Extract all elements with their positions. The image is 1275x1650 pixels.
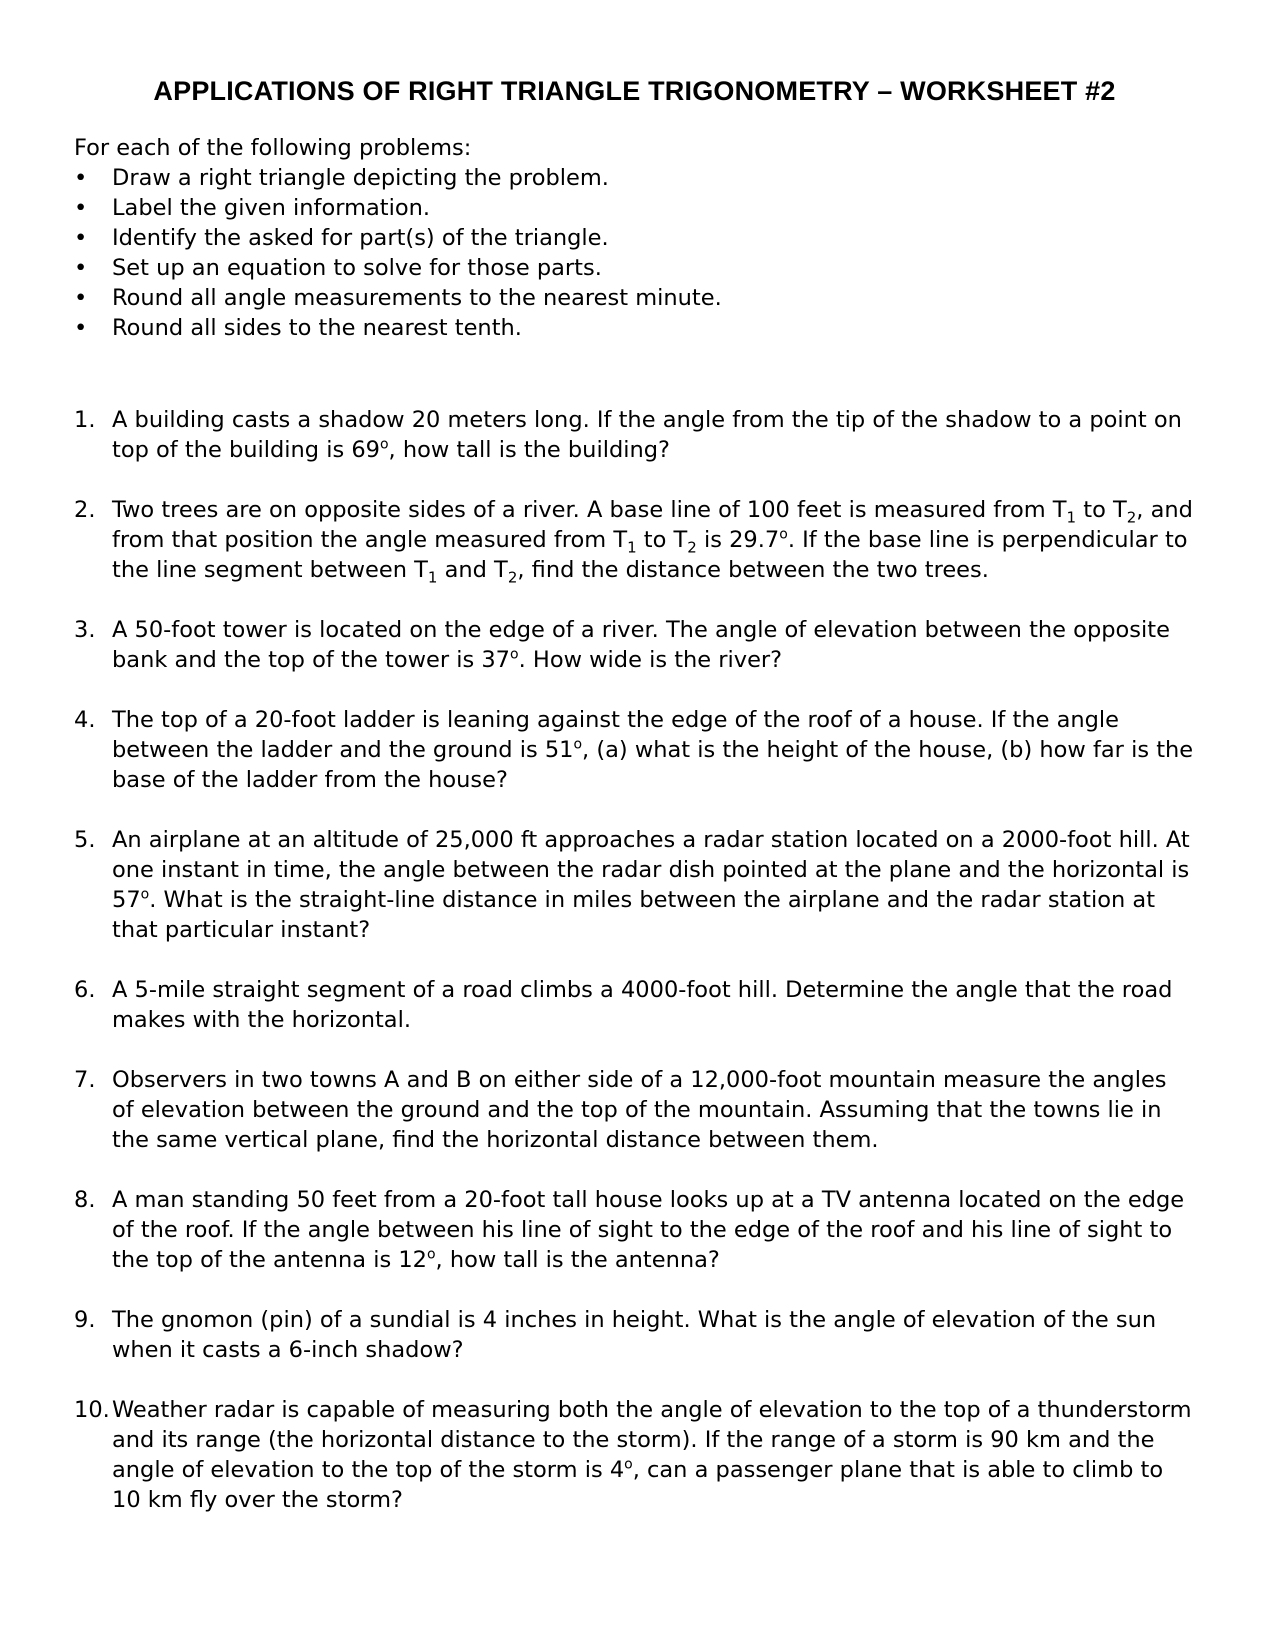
problem-text-part: An airplane at an altitude of 25,000 ft approaches a radar station located on a 2000-foot hill. At one instant in time, the angle between the radar dish pointed at the plane and the horizontal is 57: [112, 827, 1190, 913]
problem-text: Observers in two towns A and B on either side of a 12,000-foot mountain measure the angles of elevation between the ground and the top of the mountain. Assuming that the towns lie in the same vertical plane, find the horizontal distance between them.: [112, 1067, 1167, 1153]
subscript: 1: [1066, 508, 1077, 527]
problem-text-part: . What is the straight-line distance in miles between the airplane and the radar station at that particular instant?: [112, 887, 1156, 943]
degree-symbol: o: [379, 436, 389, 453]
subscript: 1: [627, 538, 637, 557]
instruction-item: [74, 193, 1195, 223]
problem-text-part: . How wide is the river?: [518, 647, 783, 673]
problem-text-part: , and from that position the angle measured from T: [112, 497, 1193, 553]
problem-number: 8.: [74, 1187, 96, 1213]
problem-number: 2.: [74, 497, 96, 523]
bullet-icon: •: [74, 165, 88, 191]
problem-text: [112, 1187, 1184, 1273]
problem-text-part: , how tall is the building?: [388, 437, 670, 463]
problem-number: 7.: [74, 1067, 96, 1093]
problem-text: [112, 827, 1190, 943]
problem-text: [112, 1397, 1192, 1513]
problem-text-part: is 29.7: [696, 527, 780, 553]
instruction-text: Round all sides to the nearest tenth.: [112, 315, 522, 341]
problem-10: [74, 1395, 1195, 1515]
problem-text-part: Two trees are on opposite sides of a river. A base line of 100 feet is measured from T: [112, 497, 1067, 523]
problem-text-part: to T: [1076, 497, 1127, 523]
degree-symbol: o: [426, 1246, 436, 1263]
problem-number: 4.: [74, 707, 96, 733]
instruction-item: [74, 283, 1195, 313]
bullet-icon: •: [74, 285, 88, 311]
instruction-item: [74, 313, 1195, 343]
worksheet-title: APPLICATIONS OF RIGHT TRIANGLE TRIGONOMETRY – WORKSHEET #2: [153, 76, 1116, 106]
problem-8: [74, 1185, 1195, 1275]
problem-text: [112, 617, 1170, 673]
problem-number: 1.: [74, 407, 96, 433]
problem-text-part: . If the base line is perpendicular to the line segment between T: [112, 527, 1188, 583]
problems-list: [74, 405, 1195, 1515]
problem-text-part: Weather radar is capable of measuring both the angle of elevation to the top of a thunderstorm and its range (the horizontal distance to the storm). If the range of a storm is 90 km and the angle of elevation to the top of the storm is 4: [112, 1397, 1192, 1483]
instruction-text: Round all angle measurements to the nearest minute.: [112, 285, 722, 311]
instruction-text: Set up an equation to solve for those parts.: [112, 255, 602, 281]
problem-number: 6.: [74, 977, 96, 1003]
subscript: 1: [427, 568, 438, 587]
problem-number: 9.: [74, 1307, 96, 1333]
problem-number: 3.: [74, 617, 96, 643]
degree-symbol: o: [779, 526, 788, 543]
bullet-icon: •: [74, 315, 88, 341]
degree-symbol: o: [140, 886, 150, 903]
instructions-list: [74, 163, 1195, 343]
problem-9: [74, 1305, 1195, 1365]
instruction-item: [74, 253, 1195, 283]
bullet-icon: •: [74, 255, 88, 281]
problem-number: 10.: [74, 1397, 110, 1423]
problem-text-part: The top of a 20-foot ladder is leaning against the edge of the roof of a house. If the angle between the ladder and the ground is 51: [112, 707, 1120, 763]
problem-text-part: A man standing 50 feet from a 20-foot tall house looks up at a TV antenna located on the edge of the roof. If the angle between his line of sight to the edge of the roof and his line of sight to the top of the antenna is 12: [112, 1187, 1185, 1273]
subscript: 2: [507, 568, 518, 587]
problem-7: [74, 1065, 1195, 1155]
subscript: 2: [687, 538, 697, 557]
problem-6: [74, 975, 1195, 1035]
problem-text-part: , (a) what is the height of the house, (b) how far is the base of the ladder from the house?: [112, 737, 1194, 793]
problem-1: [74, 405, 1195, 465]
problem-number: 5.: [74, 827, 96, 853]
degree-symbol: o: [510, 646, 519, 663]
degree-symbol: o: [624, 1456, 633, 1473]
problem-text-part: to T: [636, 527, 688, 553]
problem-2: [74, 495, 1195, 585]
instructions-intro: For each of the following problems:: [74, 135, 472, 161]
instruction-text: Draw a right triangle depicting the problem.: [112, 165, 609, 191]
problem-text-part: , can a passenger plane that is able to climb to 10 km fly over the storm?: [112, 1457, 1164, 1513]
problem-text-part: A 50-foot tower is located on the edge of a river. The angle of elevation between the opposite bank and the top of the tower is 37: [112, 617, 1170, 673]
problem-text: [112, 707, 1193, 793]
problem-4: [74, 705, 1195, 795]
problem-text: A 5-mile straight segment of a road climbs a 4000-foot hill. Determine the angle that the road makes with the horizontal.: [112, 977, 1173, 1033]
problem-text-part: A building casts a shadow 20 meters long. If the angle from the tip of the shadow to a point on top of the building is 69: [112, 407, 1182, 463]
problem-text-part: , find the distance between the two trees.: [517, 557, 989, 583]
instruction-item: [74, 223, 1195, 253]
problem-text-part: , how tall is the antenna?: [435, 1247, 720, 1273]
problem-text: The gnomon (pin) of a sundial is 4 inches in height. What is the angle of elevation of the sun when it casts a 6-inch shadow?: [112, 1307, 1157, 1363]
subscript: 2: [1126, 508, 1137, 527]
problem-5: [74, 825, 1195, 945]
bullet-icon: •: [74, 195, 88, 221]
problem-text-part: and T: [437, 557, 508, 583]
problem-3: [74, 615, 1195, 675]
problem-text: [112, 407, 1182, 463]
problem-text: [112, 497, 1193, 587]
instruction-text: Label the given information.: [112, 195, 431, 221]
bullet-icon: •: [74, 225, 88, 251]
degree-symbol: o: [573, 736, 583, 753]
instruction-item: [74, 163, 1195, 193]
instruction-text: Identify the asked for part(s) of the triangle.: [112, 225, 609, 251]
